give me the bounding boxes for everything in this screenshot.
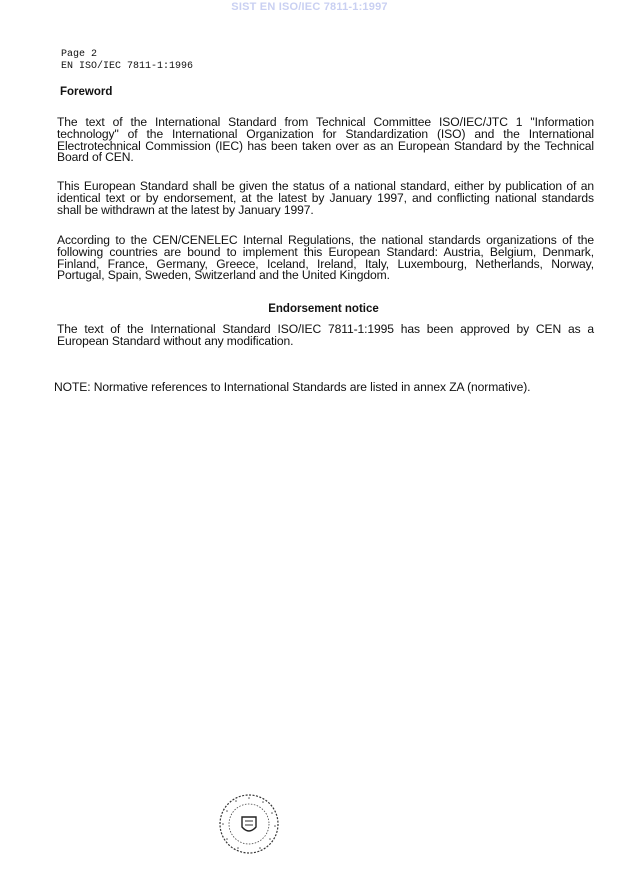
foreword-paragraph-2: This European Standard shall be given the status of a national standard, either by publication of an identical text or by endorsement, at the latest by January 1997, and conflicting national standards shall be withdrawn at the latest by January 1997. [57, 179, 594, 217]
foreword-heading: Foreword [60, 86, 113, 98]
foreword-paragraph-3: According to the CEN/CENELEC Internal Regulations, the national standards organizations of the following countries are bound to implement this European Standard: Austria, Belgium, Denmark, Finland, France, Germany, Greece, Iceland, Ireland, Italy, Luxembourg, Netherlands, Norway, Portugal, Spain, Sweden, Switzerland and the United Kingdom. [57, 233, 594, 283]
foreword-paragraph-1: The text of the International Standard from Technical Committee ISO/IEC/JTC 1 "Information technology" of the International Organization for Standardization (ISO) and the International Electrotechnical Commission (IEC) has been taken over as an European Standard by the Technical Board of CEN. [57, 115, 594, 165]
normative-note: NOTE: Normative references to International Standards are listed in annex ZA (normative). [54, 380, 531, 394]
endorsement-paragraph: The text of the International Standard ISO/IEC 7811-1:1995 has been approved by CEN as a European Standard without any modification. [57, 322, 594, 348]
institute-seal-stamp [218, 793, 280, 855]
watermark: SIST EN ISO/IEC 7811-1:1997 [231, 1, 388, 13]
endorsement-heading: Endorsement notice [268, 303, 379, 315]
page-header [61, 49, 193, 73]
page-number: Page 2 [61, 49, 98, 60]
standard-reference: EN ISO/IEC 7811-1:1996 [61, 61, 194, 72]
